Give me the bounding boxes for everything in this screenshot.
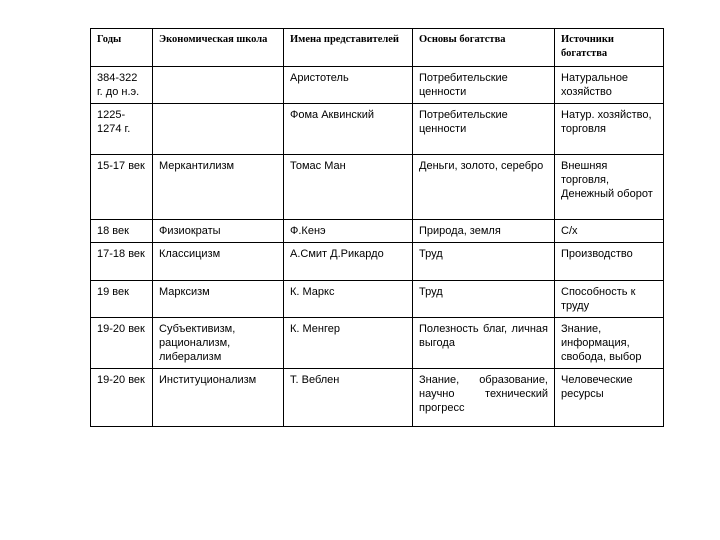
table-row (91, 104, 664, 155)
cell-wealth-sources: Человеческие ресурсы (555, 369, 664, 427)
header-years: Годы (91, 29, 153, 67)
cell-years: 15-17 век (91, 155, 153, 220)
table-row (91, 369, 664, 427)
header-school: Экономическая школа (153, 29, 284, 67)
cell-school: Меркантилизм (153, 155, 284, 220)
header-representatives: Имена представителей (284, 29, 413, 67)
table-row (91, 243, 664, 281)
cell-years: 384-322 г. до н.э. (91, 67, 153, 104)
cell-wealth-basis: Природа, земля (413, 220, 555, 243)
cell-representatives: Ф.Кенэ (284, 220, 413, 243)
cell-wealth-basis: Полезность благ, личная выгода (413, 318, 555, 369)
economic-schools-table (90, 28, 664, 427)
cell-years: 19-20 век (91, 369, 153, 427)
table-row (91, 281, 664, 318)
cell-wealth-sources: Натуральное хозяйство (555, 67, 664, 104)
cell-years: 18 век (91, 220, 153, 243)
table-row (91, 220, 664, 243)
cell-wealth-sources: Знание, информация, свобода, выбор (555, 318, 664, 369)
cell-representatives: Аристотель (284, 67, 413, 104)
cell-school (153, 104, 284, 155)
cell-school: Субъективизм, рационализм, либерализм (153, 318, 284, 369)
cell-representatives: Томас Ман (284, 155, 413, 220)
cell-representatives: Фома Аквинский (284, 104, 413, 155)
table-row (91, 318, 664, 369)
cell-representatives: К. Менгер (284, 318, 413, 369)
cell-wealth-sources: С/х (555, 220, 664, 243)
cell-wealth-sources: Способность к труду (555, 281, 664, 318)
cell-years: 17-18 век (91, 243, 153, 281)
cell-school: Классицизм (153, 243, 284, 281)
cell-wealth-basis: Знание, образование, научно технический прогресс (413, 369, 555, 427)
cell-school: Физиократы (153, 220, 284, 243)
cell-wealth-sources: Внешняя торговля, Денежный оборот (555, 155, 664, 220)
cell-representatives: К. Маркс (284, 281, 413, 318)
cell-school: Марксизм (153, 281, 284, 318)
header-wealth-sources: Источники богатства (555, 29, 664, 67)
table-header-row (91, 29, 664, 67)
header-wealth-basis: Основы богатства (413, 29, 555, 67)
cell-wealth-basis: Труд (413, 281, 555, 318)
cell-wealth-sources: Натур. хозяйство, торговля (555, 104, 664, 155)
cell-school (153, 67, 284, 104)
cell-school: Институционализм (153, 369, 284, 427)
cell-representatives: А.Смит Д.Рикардо (284, 243, 413, 281)
table-row (91, 67, 664, 104)
cell-wealth-basis: Потребительские ценности (413, 104, 555, 155)
cell-wealth-sources: Производство (555, 243, 664, 281)
cell-years: 19-20 век (91, 318, 153, 369)
cell-wealth-basis: Труд (413, 243, 555, 281)
cell-wealth-basis: Потребительские ценности (413, 67, 555, 104)
cell-years: 1225-1274 г. (91, 104, 153, 155)
table-row (91, 155, 664, 220)
cell-years: 19 век (91, 281, 153, 318)
cell-wealth-basis: Деньги, золото, серебро (413, 155, 555, 220)
cell-representatives: Т. Веблен (284, 369, 413, 427)
